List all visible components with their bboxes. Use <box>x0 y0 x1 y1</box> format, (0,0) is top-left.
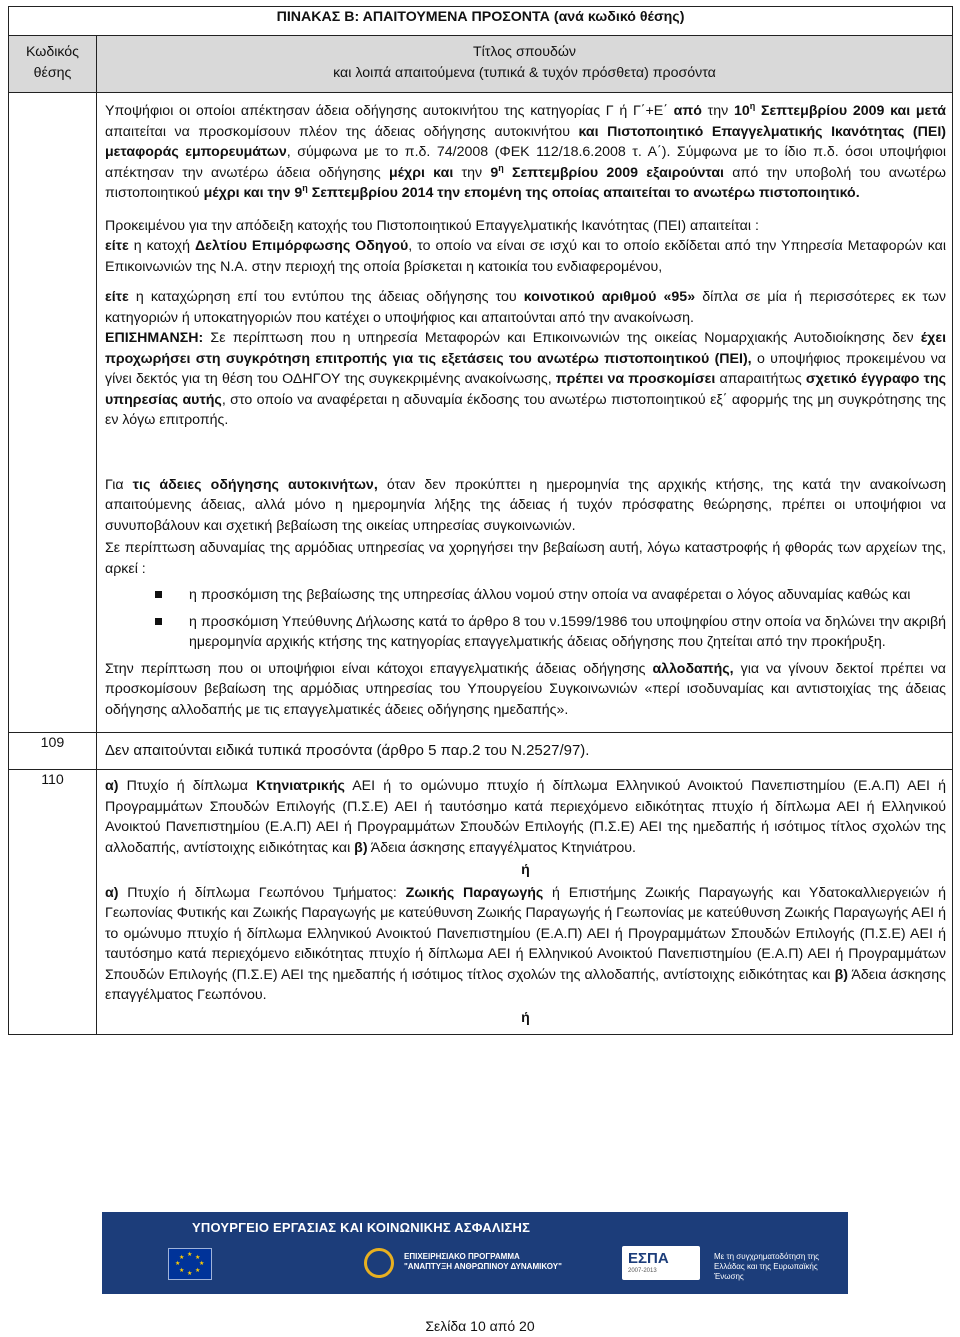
text-run: Σε περίπτωση που η υπηρεσία Μεταφορών και Επικοινωνιών της οικείας Νομαρχιακής Αυτοδιοίκησης δεν <box>203 330 921 346</box>
text-run: ΕΠΙΣΗΜΑΝΣΗ: <box>105 330 204 346</box>
license-paragraph-4 <box>105 287 946 328</box>
alternatives-list <box>105 585 946 653</box>
star-icon: ★ <box>179 1255 185 1261</box>
text-run: β) <box>354 839 368 856</box>
license-paragraph-8 <box>105 659 946 721</box>
star-icon: ★ <box>179 1268 185 1274</box>
header-title-line-2: και λοιπά απαιτούμενα (τυπικά & τυχόν πρόσθετα) προσόντα <box>333 64 716 81</box>
text-run: α) <box>105 884 119 901</box>
text-run: Για <box>105 476 133 493</box>
text-run: ο υποψήφιος προκειμένου να γίνει δεκτός για τη θέση του ΟΔΗΓΟΥ της συγκεκριμένης ανακοίνωσης, <box>105 350 947 387</box>
text-run: είτε <box>105 238 129 254</box>
row-code-109: 109 <box>9 733 97 770</box>
table-row <box>9 733 953 770</box>
star-icon: ★ <box>199 1261 205 1267</box>
column-header-code <box>9 36 97 93</box>
text-run: δίπλα σε μία ή περισσότερες εκ των κατηγοριών ή υποκατηγοριών που κατέχει ο υποψήφιος και απαιτούνται από την ανακοίνωση. <box>105 289 946 326</box>
espa-years: 2007-2013 <box>628 1268 657 1274</box>
text-run: , σύμφωνα με το π.δ. 74/2008 (ΦΕΚ 112/18.6.2008 τ. Α΄). Σύμφωνα με το ίδιο π.δ. όσοι υποψήφιοι απέκτησαν την ανωτέρω άδεια οδήγησης <box>105 144 947 181</box>
text-run: Ζωικής Παραγωγής <box>405 884 544 901</box>
program-logo-icon <box>364 1248 394 1278</box>
license-requirements-cell <box>97 93 953 733</box>
text-run: Σεπτεμβρίου 2014 την επομένη της οποίας απαιτείται το ανωτέρω πιστοποιητικό. <box>307 185 860 201</box>
license-paragraph-1 <box>105 101 946 204</box>
text-run: απαραιτήτως <box>715 371 806 387</box>
page-number: Σελίδα 10 από 20 <box>425 1318 535 1334</box>
text-run: 10 <box>733 103 750 119</box>
superscript: η <box>749 101 756 111</box>
text-run: ή Επιστήμης Ζωικής Παραγωγής και Υδατοκαλλιεργειών ή Γεωπονίας Φυτικής και Ζωικής Παραγωγής με κατεύθυνση Ζωικής Παραγωγής ή Γεωπονίας με κατεύθυνση Ζωικής Παραγωγής ΑΕΙ ή το ομώνυμο πτυχίο ή δίπλωμα Ελληνικού Ανοικτού Πανεπιστημίου (Ε.Α.Π) ΑΕΙ ή Προγραμμάτων Σπουδών Επιλογής (Π.Σ.Ε) ΑΕΙ ή ταυτόσημο κατά περιεχόμενο ειδικότητας πτυχίο ή δίπλωμα ΑΕΙ ή Ελληνικού Ανοικτού Πανεπιστημίου (Ε.Α.Π) ΑΕΙ ή Προγραμμάτων Σπουδών Επιλογής (Π.Σ.Ε) ΑΕΙ της ημεδαπής ή ισότιμος τίτλος σχολών της αλλοδαπής, αντίστοιχης ειδικότητας και <box>105 884 947 983</box>
text-run: Σεπτεμβρίου 2009 εξαιρούνται <box>503 164 724 181</box>
text-run: μέχρι και <box>388 164 454 181</box>
document-page <box>8 6 952 1035</box>
list-item-text: η προσκόμιση της βεβαίωσης της υπηρεσίας άλλου νομού στην οποία να αναφέρεται ο λόγος αδυναμίας καθώς και <box>189 587 911 603</box>
qualifications-table <box>8 6 953 1035</box>
text-run: για να γίνουν δεκτοί πρέπει να προσκομίσουν βεβαίωση της αρμόδιας υπηρεσίας του Υπουργείου Συγκοινωνιών «περί ισοδυναμίας και αντιστοιχίας της άδειας οδήγησης αλλοδαπής με τις επαγγελματικές άδειες οδήγησης ημεδαπής». <box>105 660 947 718</box>
star-icon: ★ <box>187 1252 193 1258</box>
square-bullet-icon <box>155 591 162 598</box>
license-block-code-cell <box>9 93 97 733</box>
text-run: Στην περίπτωση που οι υποψήφιοι είναι κάτοχοι επαγγελματικής άδειας οδήγησης <box>105 660 653 677</box>
text-run: όταν δεν προκύπτει η ημερομηνία της αρχικής κτήσης, της κατά την ανακοίνωση απαιτούμενης άδειας, αλλά μόνο η ημερομηνία λήξης της άδειας ή τυχόν πρόσφατης θεώρησης, πρέπει οι υποψήφιοι να συνυποβάλουν και σχετική βεβαίωση της οικείας υπηρεσίας συγκοινωνιών. <box>105 476 947 534</box>
text-run: τις άδειες οδήγησης αυτοκινήτων, <box>132 476 378 493</box>
text-run: αλλοδαπής, <box>652 660 734 677</box>
star-icon: ★ <box>195 1255 201 1261</box>
program-line-2: "ΑΝΑΠΤΥΞΗ ΑΝΘΡΩΠΙΝΟΥ ΔΥΝΑΜΙΚΟΥ" <box>404 1262 562 1271</box>
text-run: β) <box>834 966 848 983</box>
banner-title: ΥΠΟΥΡΓΕΙΟ ΕΡΓΑΣΙΑΣ ΚΑΙ ΚΟΙΝΩΝΙΚΗΣ ΑΣΦΑΛΙΣΗΣ <box>192 1220 531 1235</box>
ministry-banner <box>102 1212 848 1294</box>
text-run: πρέπει να προσκομίσει <box>555 371 716 387</box>
text-run: η κατοχή <box>128 238 195 254</box>
or-separator: ή <box>521 1009 530 1026</box>
license-paragraph-3 <box>105 236 946 277</box>
text-run: α) <box>105 778 119 794</box>
list-item-text: η προσκόμιση Υπεύθυνης Δήλωσης κατά το άρθρο 8 του ν.1599/1986 του υποψηφίου στην οποία να δηλώνει την ακριβή ημερομηνία αρχικής κτήσης της κατηγορίας επαγγελματικής άδειας οδήγησης που ζητείται από την προκήρυξη. <box>189 613 947 650</box>
star-icon: ★ <box>175 1261 181 1267</box>
text-run: Κτηνιατρικής <box>256 778 345 794</box>
list-item <box>189 612 946 653</box>
text-run: 9 <box>490 164 499 181</box>
text-run: Υποψήφιοι οι οποίοι απέκτησαν άδεια οδήγησης αυτοκινήτου της κατηγορίας Γ ή Γ΄+Ε΄ <box>105 103 674 119</box>
header-code-line-2: θέσης <box>33 64 72 81</box>
star-icon: ★ <box>195 1268 201 1274</box>
text-run: Σεπτεμβρίου 2009 και μετά <box>755 103 947 119</box>
license-paragraph-7: Σε περίπτωση αδυναμίας της αρμόδιας υπηρεσίας να χορηγήσει την βεβαίωση αυτή, λόγω καταστροφής ή φθοράς των αρχείων της, αρκεί : <box>105 540 947 577</box>
espa-logo <box>622 1246 700 1280</box>
program-line-1: ΕΠΙΧΕΙΡΗΣΙΑΚΟ ΠΡΟΓΡΑΜΜΑ <box>404 1252 520 1261</box>
text-run: έχει προχωρήσει στη συγκρότηση επιτροπής για τις εξετάσεις του ανωτέρω πιστοποιητικού (ΠΕΙ), <box>105 330 947 367</box>
row110-option-1 <box>105 776 946 858</box>
text-run: σχετικό έγγραφο της υπηρεσίας αυτής <box>105 371 946 408</box>
text-run: Άδεια άσκησης επαγγέλματος Γεωπόνου. <box>105 966 947 1003</box>
superscript: η <box>302 183 308 193</box>
square-bullet-icon <box>155 618 162 625</box>
text-run: Άδεια άσκησης επαγγέλματος Κτηνιάτρου. <box>367 839 636 856</box>
text-run: από <box>673 103 702 119</box>
license-paragraph-5 <box>105 328 946 431</box>
eu-flag-icon <box>168 1248 212 1280</box>
license-paragraph-2: Προκειμένου για την απόδειξη κατοχής του Πιστοποιητικού Επαγγελματικής Ικανότητας (ΠΕΙ) απαιτείται : <box>105 217 759 234</box>
row-text-110 <box>97 770 953 1035</box>
row-text-109: Δεν απαιτούνται ειδικά τυπικά προσόντα (άρθρο 5 παρ.2 του Ν.2527/97). <box>97 733 953 770</box>
table-row <box>9 770 953 1035</box>
text-run: κοινοτικού αριθμού «95» <box>523 289 696 305</box>
text-run: την <box>453 164 491 181</box>
text-run: Δελτίου Επιμόρφωσης Οδηγού <box>194 238 409 254</box>
row110-option-2 <box>105 883 946 1006</box>
table-title: ΠΙΝΑΚΑΣ Β: ΑΠΑΙΤΟΥΜΕΝΑ ΠΡΟΣΟΝΤΑ (ανά κωδικό θέσης) <box>9 7 953 36</box>
text-run: από την υποβολή του ανωτέρω πιστοποιητικού <box>105 164 947 201</box>
list-item <box>189 585 946 606</box>
text-run: απαιτείται να προσκομίσουν πλέον της άδειας οδήγησης αυτοκινήτου <box>105 123 579 140</box>
espa-label: ΕΣΠΑ <box>628 1250 669 1267</box>
text-run: η καταχώρηση επί του εντύπου της άδειας οδήγησης του <box>128 289 524 305</box>
text-run: ΑΕΙ ή το ομώνυμο πτυχίο ή δίπλωμα Ελληνικού Ανοικτού Πανεπιστημίου (Ε.Α.Π) ΑΕΙ ή Προγραμμάτων Σπουδών Επιλογής (Π.Σ.Ε) ΑΕΙ ή ταυτόσημο κατά περιεχόμενο ειδικότητας πτυχίο ή δίπλωμα ΑΕΙ ή Ελληνικού Ανοικτού Πανεπιστημίου (Ε.Α.Π) ΑΕΙ ή Προγραμμάτων Σπουδών Επιλογής (Π.Σ.Ε) ΑΕΙ της ημεδαπής ή ισότιμος τίτλος σχολών της αλλοδαπής, αντίστοιχης ειδικότητας και <box>105 778 947 856</box>
text-run: Πτυχίο ή δίπλωμα Γεωπόνου Τμήματος: <box>118 884 406 901</box>
text-run: την <box>701 103 734 119</box>
program-name <box>404 1252 562 1272</box>
text-run: Πτυχίο ή δίπλωμα <box>118 778 257 794</box>
text-run: μέχρι και την 9 <box>203 185 303 201</box>
row-code-110: 110 <box>9 770 97 1035</box>
star-icon: ★ <box>187 1271 193 1277</box>
header-title-line-1: Τίτλος σπουδών <box>472 44 577 60</box>
text-run: , στο οποίο να αναφέρεται η αδυναμία έκδοσης του ανωτέρω πιστοποιητικού εξ΄ αφορμής της μη συγκρότησης της εν λόγω επιτροπής. <box>105 391 947 428</box>
superscript: η <box>498 162 504 173</box>
text-run: και Πιστοποιητικό Επαγγελματικής Ικανότητας (ΠΕΙ) μεταφοράς εμπορευμάτων <box>105 123 947 160</box>
cofinance-note: Με τη συγχρηματοδότηση της Ελλάδας και της Ευρωπαϊκής Ένωσης <box>714 1252 819 1281</box>
column-header-title <box>97 36 953 93</box>
or-separator: ή <box>521 862 530 878</box>
license-paragraph-6 <box>105 475 946 537</box>
text-run: , το οποίο να είναι σε ισχύ και το οποίο εκδίδεται από την Υπηρεσία Μεταφορών και Επικοινωνιών της Ν.Α. στην περιοχή της οποία βρίσκεται η κατοικία του ενδιαφερομένου, <box>105 238 947 275</box>
header-code-line-1: Κωδικός <box>25 44 80 60</box>
text-run: είτε <box>105 289 129 305</box>
